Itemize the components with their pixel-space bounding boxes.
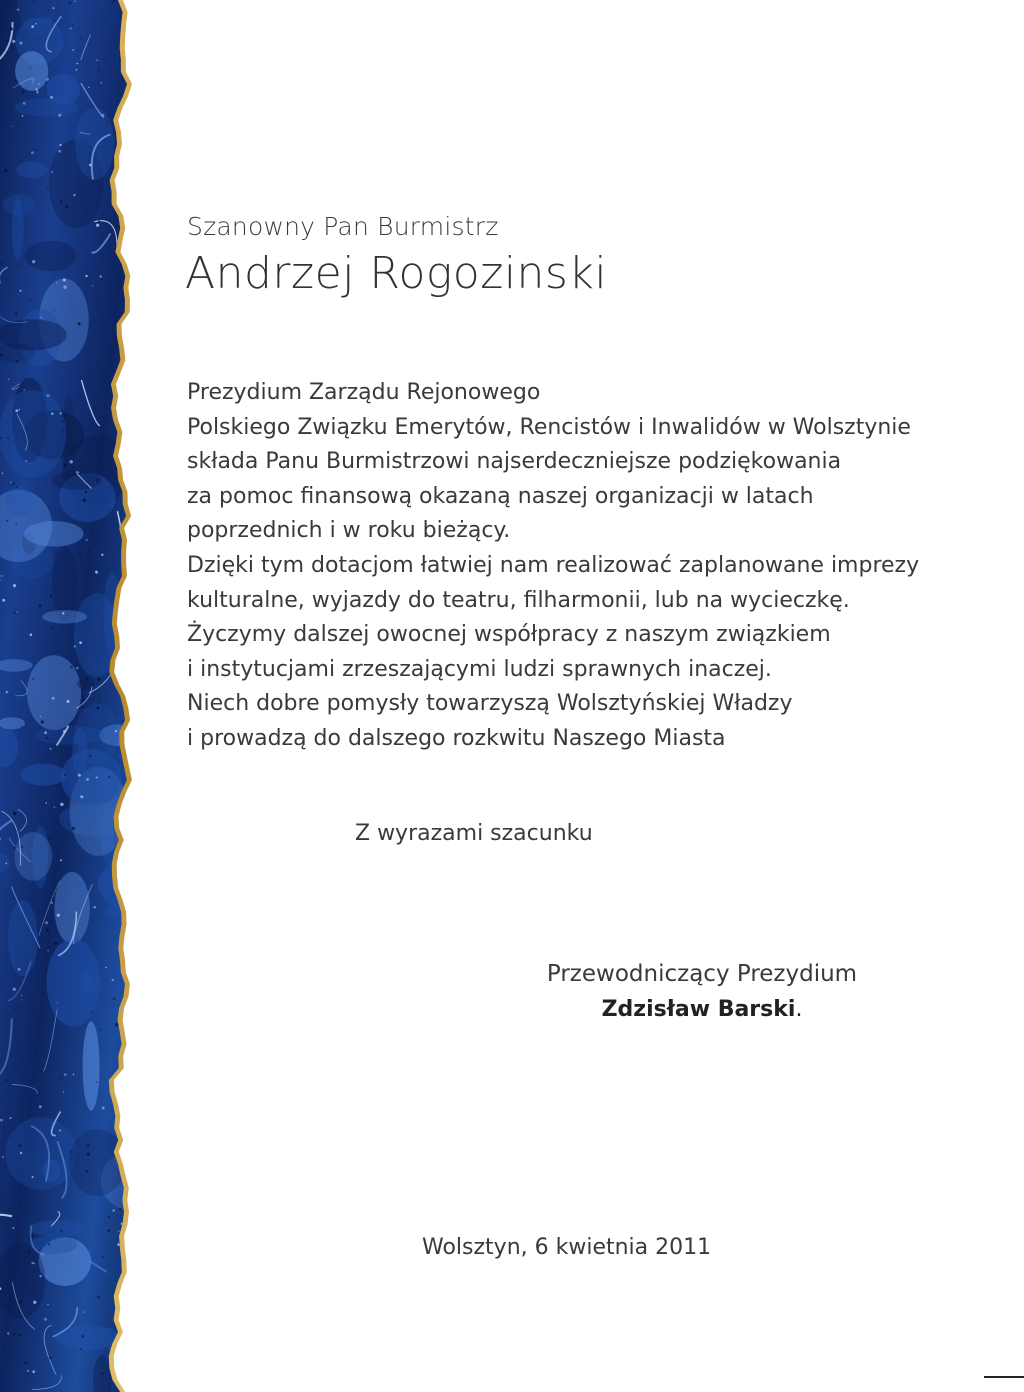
body-line: poprzednich i w roku bieżący.	[187, 518, 511, 544]
marble-border-decoration	[0, 0, 150, 1392]
body-line: Polskiego Związku Emerytów, Rencistów i Inwalidów w Wolsztynie	[187, 414, 911, 440]
closing-phrase: Z wyrazami szacunku	[355, 821, 593, 846]
signer-name-period: .	[795, 997, 803, 1022]
body-line: Niech dobre pomysły towarzyszą Wolsztyńskiej Władzy	[187, 691, 793, 717]
salutation: Szanowny Pan Burmistrz	[187, 212, 499, 241]
body-line: za pomoc finansową okazaną naszej organizacji w latach	[187, 483, 814, 509]
body-line: składa Panu Burmistrzowi najserdeczniejsze podziękowania	[187, 449, 842, 475]
body-line: Dzięki tym dotacjom łatwiej nam realizować zaplanowane imprezy	[187, 552, 920, 578]
body-line: i prowadzą do dalszego rozkwitu Naszego Miasta	[187, 725, 726, 751]
body-line: Życzymy dalszej owocnej współpracy z naszym związkiem	[187, 622, 831, 648]
signer-name: Zdzisław Barski	[601, 997, 796, 1022]
recipient-name: Andrzej Rogozinski	[185, 248, 608, 299]
body-line: kulturalne, wyjazdy do teatru, filharmonii, lub na wycieczkę.	[187, 587, 850, 613]
body-line: i instytucjami zrzeszającymi ludzi sprawnych inaczej.	[187, 656, 772, 682]
signature-block	[532, 957, 872, 1027]
letter-body	[187, 376, 997, 757]
place-and-date: Wolsztyn, 6 kwietnia 2011	[422, 1235, 712, 1260]
signer-name-line	[532, 993, 872, 1027]
scan-corner-mark	[984, 1376, 1024, 1378]
letter-content	[187, 0, 1007, 1392]
body-line: Prezydium Zarządu Rejonowego	[187, 380, 541, 405]
signer-title: Przewodniczący Prezydium	[546, 961, 858, 987]
